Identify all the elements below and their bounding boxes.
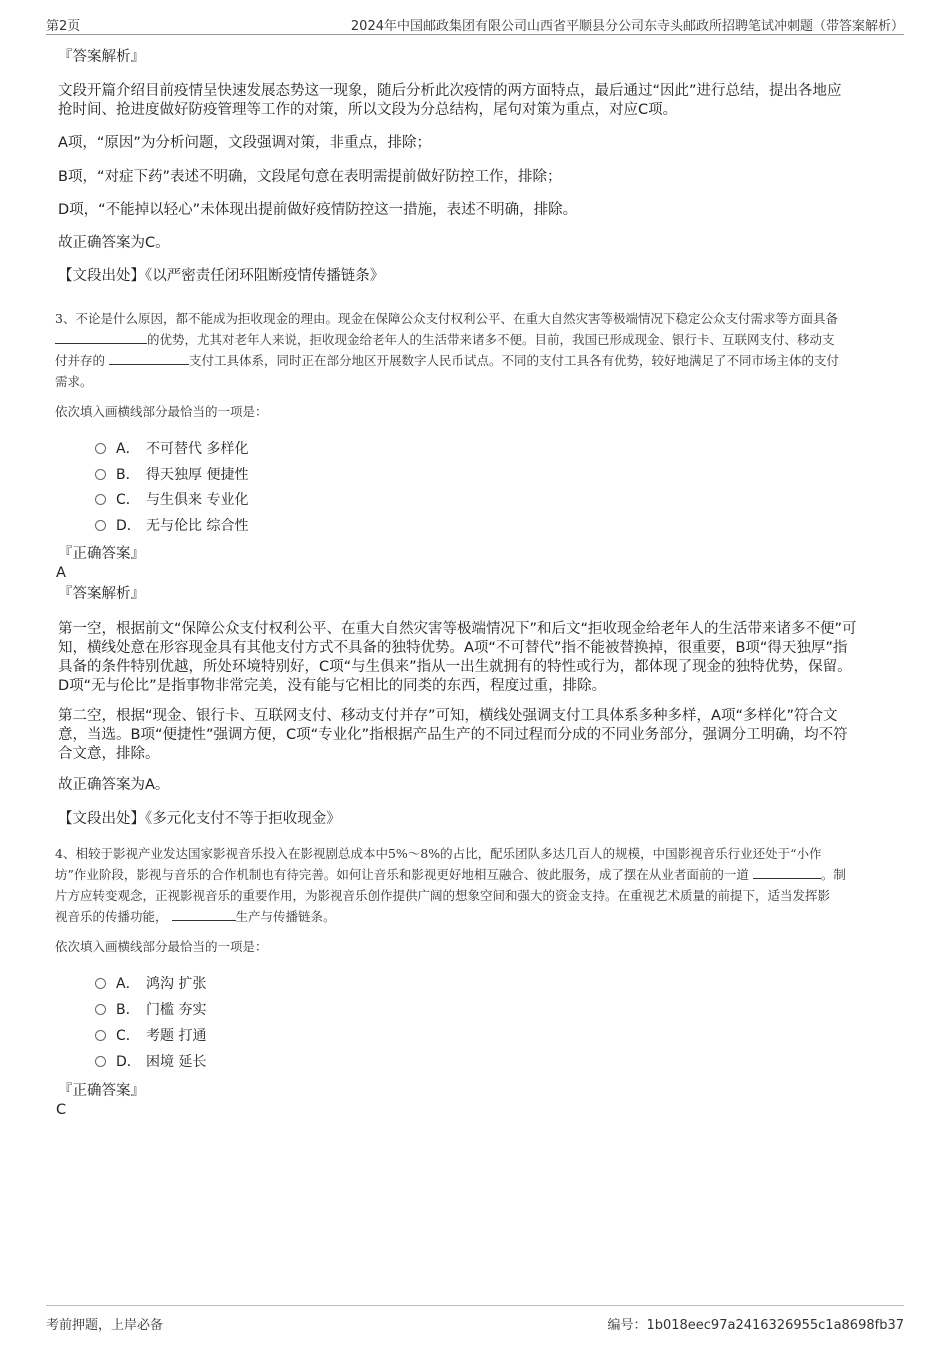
source-title: 《多元化支付不等于拒收现金》 xyxy=(145,811,341,827)
text-span: 视音乐的传播功能， xyxy=(55,909,168,924)
text-span: 支付工具体系，同时正在部分地区开展数字人民币试点。不同的支付工具各有优势，较好地满足了不同市场主体的支付 xyxy=(189,353,840,368)
q2-analysis-para xyxy=(58,82,890,120)
radio-icon[interactable] xyxy=(95,1030,106,1041)
option-text: 得天独厚 便捷性 xyxy=(146,467,249,483)
option-text: 鸿沟 扩张 xyxy=(146,976,207,992)
q3-prompt: 依次填入画横线部分最恰当的一项是： xyxy=(55,404,268,419)
answer-blank xyxy=(109,352,189,365)
text-span: 付并存的 xyxy=(55,353,106,368)
option-letter: A． xyxy=(116,976,140,992)
footer-slogan: 考前押题，上岸必备 xyxy=(46,1318,164,1333)
text-line xyxy=(55,864,895,885)
text-line: 知，横线处意在形容现金具有其他支付方式不具备的独特优势。A项“不可替代”指不能被替换掉，很重要，B项“得天独厚”指 xyxy=(58,640,848,656)
document-title: 2024年中国邮政集团有限公司山西省平顺县分公司东寺头邮政所招聘笔试冲刺题（带答案解析） xyxy=(350,19,904,34)
option-letter: C． xyxy=(116,492,140,508)
q2-conclusion: 故正确答案为C。 xyxy=(58,235,170,251)
q2-analysis-label: 『答案解析』 xyxy=(58,49,145,65)
text-line: 3、不论是什么原因，都不能成为拒收现金的理由。现金在保障公众支付权利公平、在重大自然灾害等极端情况下稳定公众支付需求等方面具备 xyxy=(55,311,838,326)
q3-analysis-label: 『答案解析』 xyxy=(58,586,145,602)
text-span: 的优势，尤其对老年人来说，拒收现金给老年人的生活带来诸多不便。目前，我国已形成现金、银行卡、互联网支付、移动支 xyxy=(147,332,835,347)
source-label: 【文段出处】 xyxy=(58,268,145,284)
q2-source xyxy=(58,267,890,286)
text-span: 生产与传播链条。 xyxy=(235,909,336,924)
text-line: 需求。 xyxy=(55,374,93,389)
answer-blank xyxy=(753,866,821,879)
option-text: 无与伦比 综合性 xyxy=(146,518,249,534)
text-line: D项“无与伦比”是指事物非常完美，没有能与它相比的同类的东西，程度过重，排除。 xyxy=(58,678,607,694)
option-letter: B． xyxy=(116,467,140,483)
radio-icon[interactable] xyxy=(95,978,106,989)
q2-option-d-explanation: D项，“不能掉以轻心”未体现出提前做好疫情防控这一措施，表述不明确，排除。 xyxy=(58,202,578,218)
q3-option-d[interactable] xyxy=(95,516,248,536)
text-line: 片方应转变观念，正视影视音乐的重要作用，为影视音乐创作提供广阔的想象空间和强大的资金支持。在重视艺术质量的前提下，适当发挥影 xyxy=(55,888,831,903)
q4-option-b[interactable] xyxy=(95,1000,206,1020)
q3-analysis-para2 xyxy=(58,707,890,764)
answer-blank xyxy=(55,331,147,344)
option-letter: D． xyxy=(116,1054,141,1070)
option-letter: B． xyxy=(116,1002,140,1018)
q4-option-a[interactable] xyxy=(95,974,206,994)
q2-option-b-explanation: B项，“对症下药”表述不明确，文段尾句意在表明需提前做好防控工作，排除； xyxy=(58,169,562,185)
q3-option-b[interactable] xyxy=(95,465,248,485)
option-text: 与生俱来 专业化 xyxy=(146,492,249,508)
radio-icon[interactable] xyxy=(95,520,106,531)
radio-icon[interactable] xyxy=(95,494,106,505)
text-span: 坊”作业阶段，影视与音乐的合作机制也有待完善。如何让音乐和影视更好地相互融合、彼此服务，成了摆在从业者面前的一道 xyxy=(55,867,749,882)
q4-option-c[interactable] xyxy=(95,1026,206,1046)
radio-icon[interactable] xyxy=(95,1056,106,1067)
page-header xyxy=(46,14,904,35)
option-text: 不可替代 多样化 xyxy=(146,441,249,457)
text-line: 意，当选。B项“便捷性”强调方便，C项“专业化”指根据产品生产的不同过程而分成的不同业务部分，强调分工明确，均不符 xyxy=(58,727,848,743)
q3-conclusion: 故正确答案为A。 xyxy=(58,777,170,793)
q4-stem xyxy=(55,843,895,927)
radio-icon[interactable] xyxy=(95,443,106,454)
option-letter: A． xyxy=(116,441,140,457)
text-line: 文段开篇介绍目前疫情呈快速发展态势这一现象，随后分析此次疫情的两方面特点，最后通过“因此”进行总结，提出各地应 xyxy=(58,83,842,99)
page-footer xyxy=(46,1305,904,1336)
q3-option-c[interactable] xyxy=(95,490,248,510)
q3-stem xyxy=(55,308,895,392)
source-title: 《以严密责任闭环阻断疫情传播链条》 xyxy=(145,268,385,284)
q4-prompt: 依次填入画横线部分最恰当的一项是： xyxy=(55,939,268,954)
option-text: 门槛 夯实 xyxy=(146,1002,207,1018)
page-number: 第2页 xyxy=(46,19,81,34)
text-line xyxy=(55,350,895,371)
text-line: 第一空，根据前文“保障公众支付权利公平、在重大自然灾害等极端情况下”和后文“拒收现金给老年人的生活带来诸多不便”可 xyxy=(58,621,857,637)
q3-answer-label: 『正确答案』 xyxy=(58,546,145,562)
q4-answer: C xyxy=(56,1102,67,1118)
document-id: 编号：1b018eec97a2416326955c1a8698fb37 xyxy=(607,1318,904,1333)
q2-option-a-explanation: A项，“原因”为分析问题，文段强调对策，非重点，排除； xyxy=(58,135,431,151)
source-label: 【文段出处】 xyxy=(58,811,145,827)
q4-option-d[interactable] xyxy=(95,1052,206,1072)
option-text: 考题 打通 xyxy=(146,1028,207,1044)
text-line: 第二空，根据“现金、银行卡、互联网支付、移动支付并存”可知，横线处强调支付工具体系多种多样，A项“多样化”符合文 xyxy=(58,708,838,724)
q3-analysis-para1 xyxy=(58,620,890,696)
q3-answer: A xyxy=(56,565,66,581)
text-span: 。制 xyxy=(820,867,846,882)
text-line: 4、相较于影视产业发达国家影视音乐投入在影视剧总成本中5%～8%的占比，配乐团队多达几百人的规模，中国影视音乐行业还处于“小作 xyxy=(55,846,822,861)
q3-option-a[interactable] xyxy=(95,439,248,459)
answer-blank xyxy=(172,908,236,921)
radio-icon[interactable] xyxy=(95,469,106,480)
radio-icon[interactable] xyxy=(95,1004,106,1015)
option-letter: D． xyxy=(116,518,141,534)
text-line: 抢时间、抢进度做好防疫管理等工作的对策，所以文段为分总结构，尾句对策为重点，对应C项。 xyxy=(58,102,678,118)
q3-source xyxy=(58,810,890,829)
text-line: 具备的条件特别优越，所处环境特别好，C项“与生俱来”指从一出生就拥有的特性或行为，都体现了现金的独特优势，保留。 xyxy=(58,659,852,675)
option-text: 困境 延长 xyxy=(146,1054,207,1070)
text-line xyxy=(55,906,895,927)
q4-answer-label: 『正确答案』 xyxy=(58,1083,145,1099)
option-letter: C． xyxy=(116,1028,140,1044)
text-line xyxy=(55,329,895,350)
text-line: 合文意，排除。 xyxy=(58,746,160,762)
